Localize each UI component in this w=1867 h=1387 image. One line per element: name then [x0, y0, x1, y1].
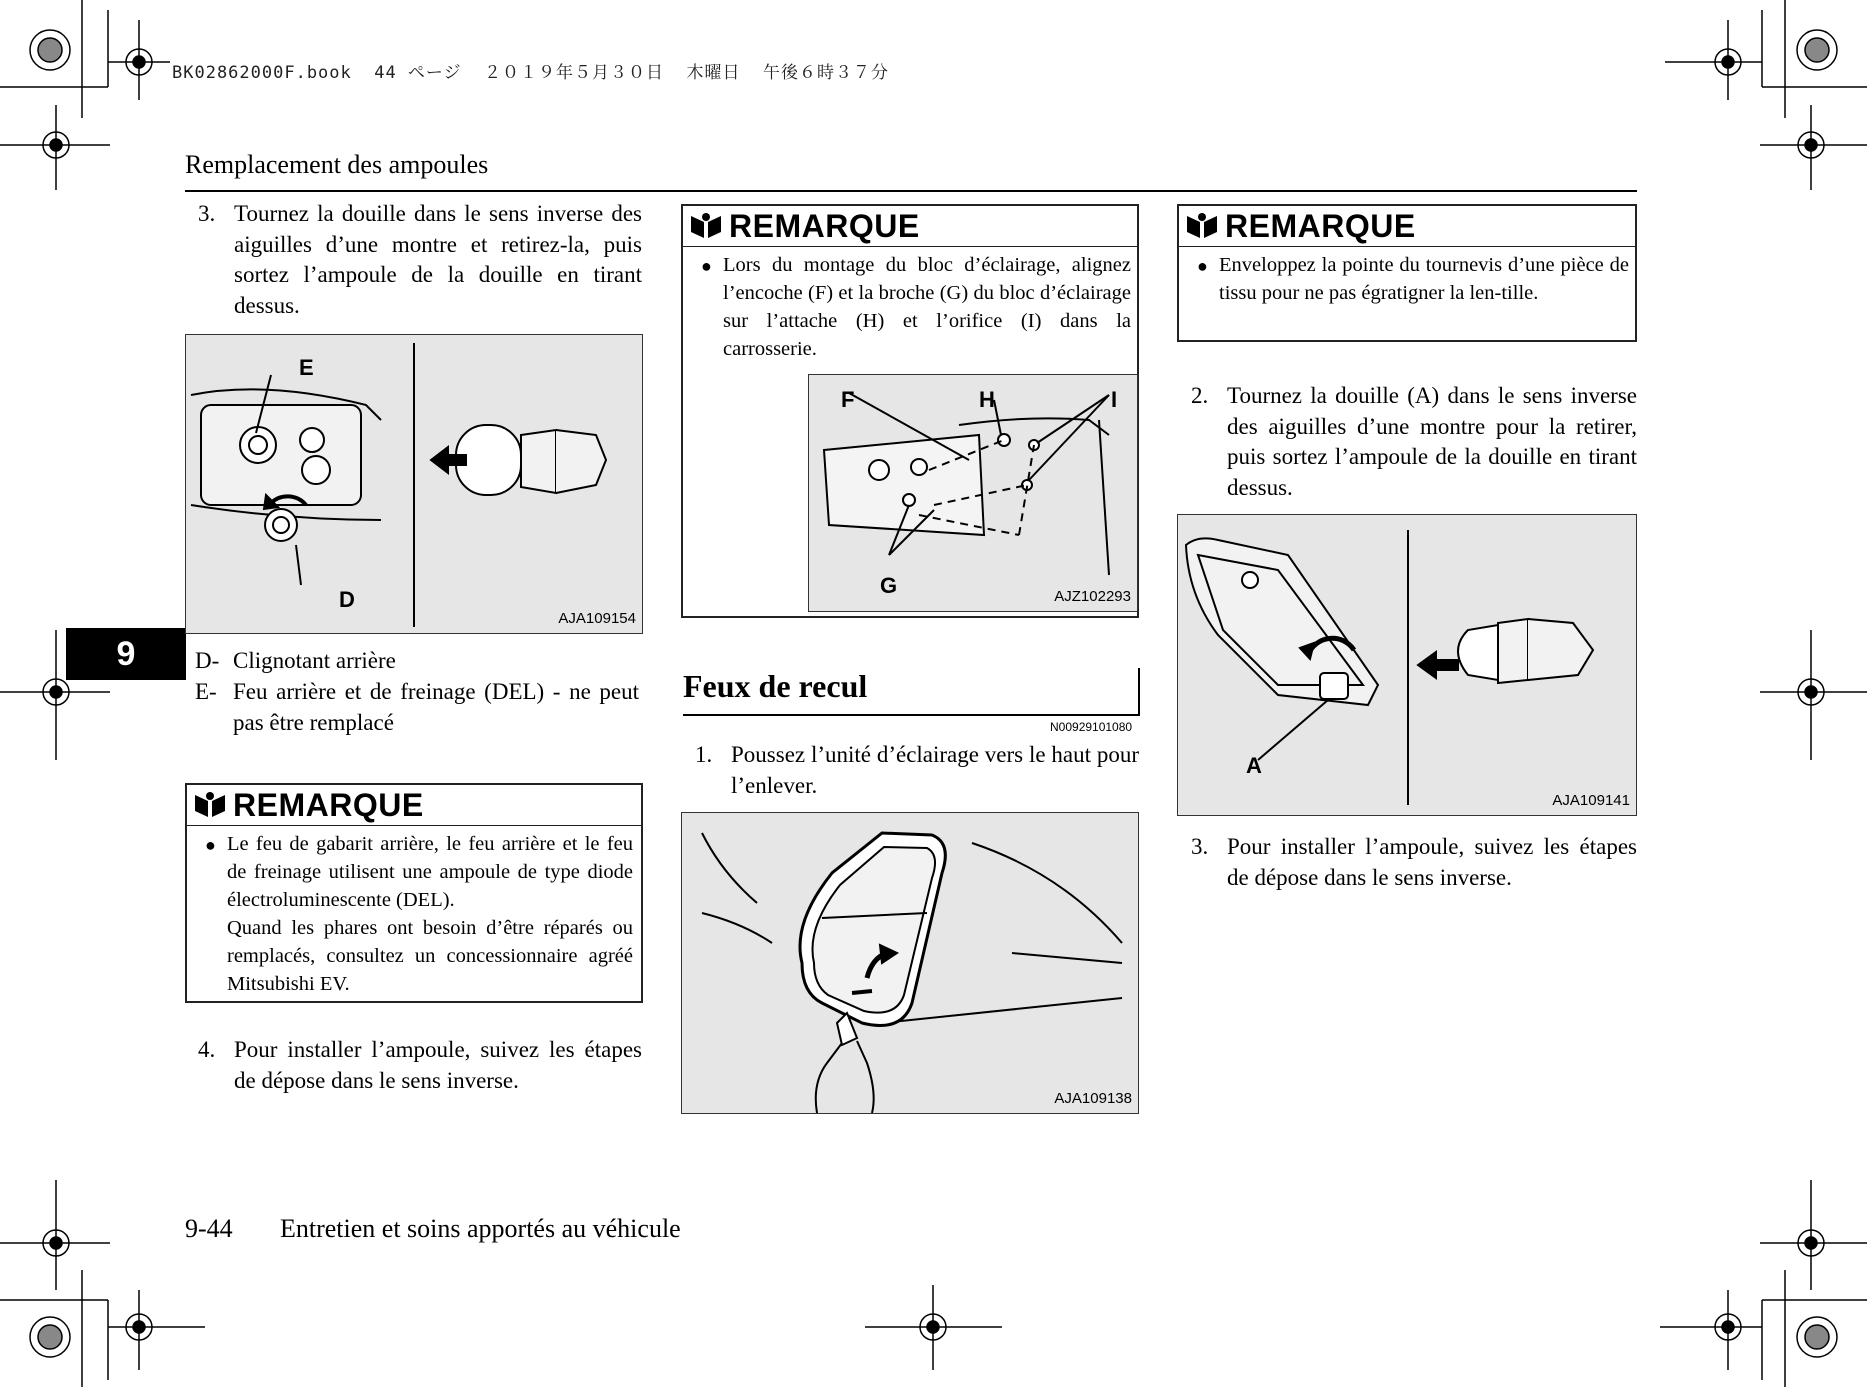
figure-backup-lamp-removal: [681, 812, 1139, 1114]
figure-code: AJA109138: [1054, 1090, 1132, 1107]
note-box-led: [185, 783, 643, 1003]
figure-mounting-alignment: [808, 374, 1138, 612]
left-step-3: [198, 199, 642, 321]
note-book-icon: [193, 791, 227, 819]
note-title: REMARQUE: [729, 207, 920, 244]
step-number: 3.: [1191, 834, 1209, 859]
figure-code: AJA109141: [1552, 792, 1630, 809]
figure-label-h: H: [979, 387, 995, 412]
figure-label-i: I: [1111, 387, 1118, 412]
note-header: [683, 206, 1137, 247]
figure-code: AJZ102293: [1054, 588, 1131, 605]
legend-item-d: [195, 645, 639, 676]
step-number: 1.: [695, 742, 713, 767]
page-number: 9-44: [185, 1214, 233, 1243]
left-step-4: [198, 1035, 642, 1096]
legend-key: D-: [195, 648, 220, 673]
mounting-illustration: [809, 375, 1138, 612]
step-text: Poussez l’unité d’éclairage vers le haut pour l’enlever.: [731, 742, 1139, 798]
note-book-icon: [689, 212, 723, 240]
note-text: Enveloppez la pointe du tournevis d’une pièce de tissu pour ne pas égratigner la len-tille.: [1219, 254, 1629, 304]
middle-step-1: [695, 740, 1139, 801]
note-book-icon: [1185, 212, 1219, 240]
note-body: [187, 826, 641, 1004]
header-rule: [185, 190, 1637, 192]
step-number: 4.: [198, 1037, 216, 1062]
section-title: Remplacement des ampoules: [185, 150, 489, 179]
bullet-icon: ●: [205, 835, 216, 855]
step-text: Tournez la douille (A) dans le sens inverse des aiguilles d’une montre pour la retirer, puis sortez l’ampoule de la douille en tirant dessus.: [1227, 383, 1637, 500]
backup-lamp-illustration: [682, 813, 1139, 1114]
right-step-2: [1191, 381, 1637, 503]
figure-code: AJA109154: [558, 610, 636, 627]
step-text: Pour installer l’ampoule, suivez les étapes de dépose dans le sens inverse.: [234, 1037, 642, 1093]
legend-item-e: [195, 676, 639, 738]
step-number: 3.: [198, 201, 216, 226]
heading-side-rule: [1138, 668, 1140, 716]
heading-feux-de-recul: Feux de recul: [683, 668, 868, 704]
note-text: Lors du montage du bloc d’éclairage, alignez l’encoche (F) et la broche (G) du bloc d’éclairage sur l’attache (H) et l’orifice (I) dans la carrosserie.: [723, 254, 1131, 360]
note-box-mounting: [681, 204, 1139, 618]
rear-lamp-illustration: [186, 335, 643, 634]
figure-rear-combination-lamp: [185, 334, 643, 634]
note-title: REMARQUE: [1225, 207, 1416, 244]
note-text-2: Quand les phares ont besoin d’être réparés ou remplacés, consultez un concessionnaire agréé Mitsubishi EV.: [227, 917, 633, 995]
bullet-icon: ●: [1197, 256, 1208, 276]
step-text: Tournez la douille dans le sens inverse des aiguilles d’une montre et retirez-la, puis sortez l’ampoule de la douille en tirant dessus.: [234, 201, 642, 318]
legend-key: E-: [195, 679, 217, 704]
chapter-title: Entretien et soins apportés au véhicule: [280, 1214, 681, 1243]
note-header: [187, 785, 641, 826]
note-header: [1179, 206, 1635, 247]
step-text: Pour installer l’ampoule, suivez les étapes de dépose dans le sens inverse.: [1227, 834, 1637, 890]
figure-label-d: D: [339, 587, 355, 612]
reference-code: N00929101080: [1050, 720, 1133, 734]
bullet-icon: ●: [701, 256, 712, 276]
figure-label-g: G: [880, 573, 898, 598]
chapter-tab: 9: [66, 628, 186, 680]
legend-text: Clignotant arrière: [233, 648, 396, 673]
figure-label-a: A: [1246, 753, 1262, 778]
figure-label-f: F: [841, 387, 855, 412]
figure-socket-removal: [1177, 514, 1637, 816]
note-text-1: Le feu de gabarit arrière, le feu arrière et le feu de freinage utilisent une ampoule de type diode électroluminescente (DEL).: [227, 833, 633, 911]
right-step-3: [1191, 832, 1637, 893]
legend-text: Feu arrière et de freinage (DEL) - ne peut pas être remplacé: [233, 679, 639, 735]
figure-legend: [195, 645, 639, 738]
step-number: 2.: [1191, 383, 1209, 408]
note-body: [683, 247, 1137, 369]
figure-label-e: E: [299, 355, 314, 380]
note-body: [1179, 247, 1635, 313]
note-box-screwdriver: [1177, 204, 1637, 342]
print-header-info: BK02862000F.book 44 ページ ２０１９年５月３０日 木曜日 午後６時３７分: [172, 63, 890, 83]
note-title: REMARQUE: [233, 786, 424, 823]
heading-underline: [683, 714, 1139, 716]
